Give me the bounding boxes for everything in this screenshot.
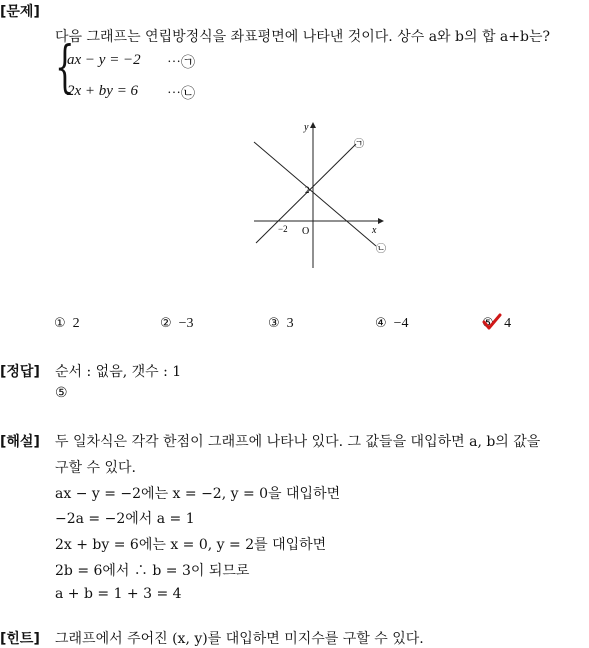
hint-tag: [힌트] xyxy=(0,631,40,647)
choice-5-marker: ⑤ xyxy=(482,316,494,331)
x-tick-label: −2 xyxy=(278,224,288,234)
choice-5[interactable] xyxy=(482,316,511,332)
y-tick-label: 2 xyxy=(305,185,310,195)
x-axis-arrow xyxy=(378,218,384,224)
choice-3[interactable] xyxy=(268,316,294,332)
choice-2[interactable] xyxy=(160,316,194,332)
choice-4-marker: ④ xyxy=(375,316,387,331)
solution-line-3: ax − y = −2에는 x = −2, y = 0을 대입하면 xyxy=(55,486,341,502)
solution-line-1: 두 일차식은 각각 한점이 그래프에 나타나 있다. 그 값들을 대입하면 a, b의 값을 xyxy=(55,434,541,450)
check-mark-icon xyxy=(482,313,502,331)
choice-1-value: 2 xyxy=(72,316,80,331)
choice-2-marker: ② xyxy=(160,316,172,331)
equation-2: 2x + by = 6 xyxy=(67,83,139,99)
choice-3-value: 3 xyxy=(286,316,294,331)
solution-line-2: 구할 수 있다. xyxy=(55,460,136,476)
line-1-label: ㉠ xyxy=(354,139,364,150)
hint-text: 그래프에서 주어진 (x, y)를 대입하면 미지수를 구할 수 있다. xyxy=(55,631,424,647)
solution-line-6: 2b = 6에서 ∴ b = 3이 되므로 xyxy=(55,563,250,579)
problem-tag: [문제] xyxy=(0,4,40,20)
y-axis-label: y xyxy=(304,122,309,133)
equation-1: ax − y = −2 xyxy=(67,52,141,68)
solution-tag: [해설] xyxy=(0,434,40,450)
answer-tag: [정답] xyxy=(0,364,40,380)
choice-2-value: −3 xyxy=(178,316,194,331)
solution-line-7: a + b = 1 + 3 = 4 xyxy=(55,586,182,602)
y-axis-arrow xyxy=(310,122,316,128)
equation-2-mark: ⋯㉡ xyxy=(167,87,195,102)
choice-1-marker: ① xyxy=(54,316,66,331)
equation-1-mark: ⋯㉠ xyxy=(167,56,195,71)
coordinate-graph xyxy=(248,118,398,273)
line-2-label: ㉡ xyxy=(376,244,386,255)
system-brace: { xyxy=(55,35,75,100)
question-text: 다음 그래프는 연립방정식을 좌표평면에 나타낸 것이다. 상수 a와 b의 합 a+b는? xyxy=(55,29,550,45)
choice-4[interactable] xyxy=(375,316,409,332)
choice-5-value: 4 xyxy=(504,316,512,331)
answer-line-2: ⑤ xyxy=(55,385,68,401)
choice-1[interactable] xyxy=(54,316,80,332)
origin-label: O xyxy=(302,226,310,237)
solution-line-4: −2a = −2에서 a = 1 xyxy=(55,511,195,527)
answer-line-1: 순서 : 없음, 갯수 : 1 xyxy=(55,364,182,380)
solution-line-5: 2x + by = 6에는 x = 0, y = 2를 대입하면 xyxy=(55,537,327,553)
choice-3-marker: ③ xyxy=(268,316,280,331)
choice-4-value: −4 xyxy=(393,316,409,331)
line-2 xyxy=(254,142,376,246)
x-axis-label: x xyxy=(372,225,377,236)
